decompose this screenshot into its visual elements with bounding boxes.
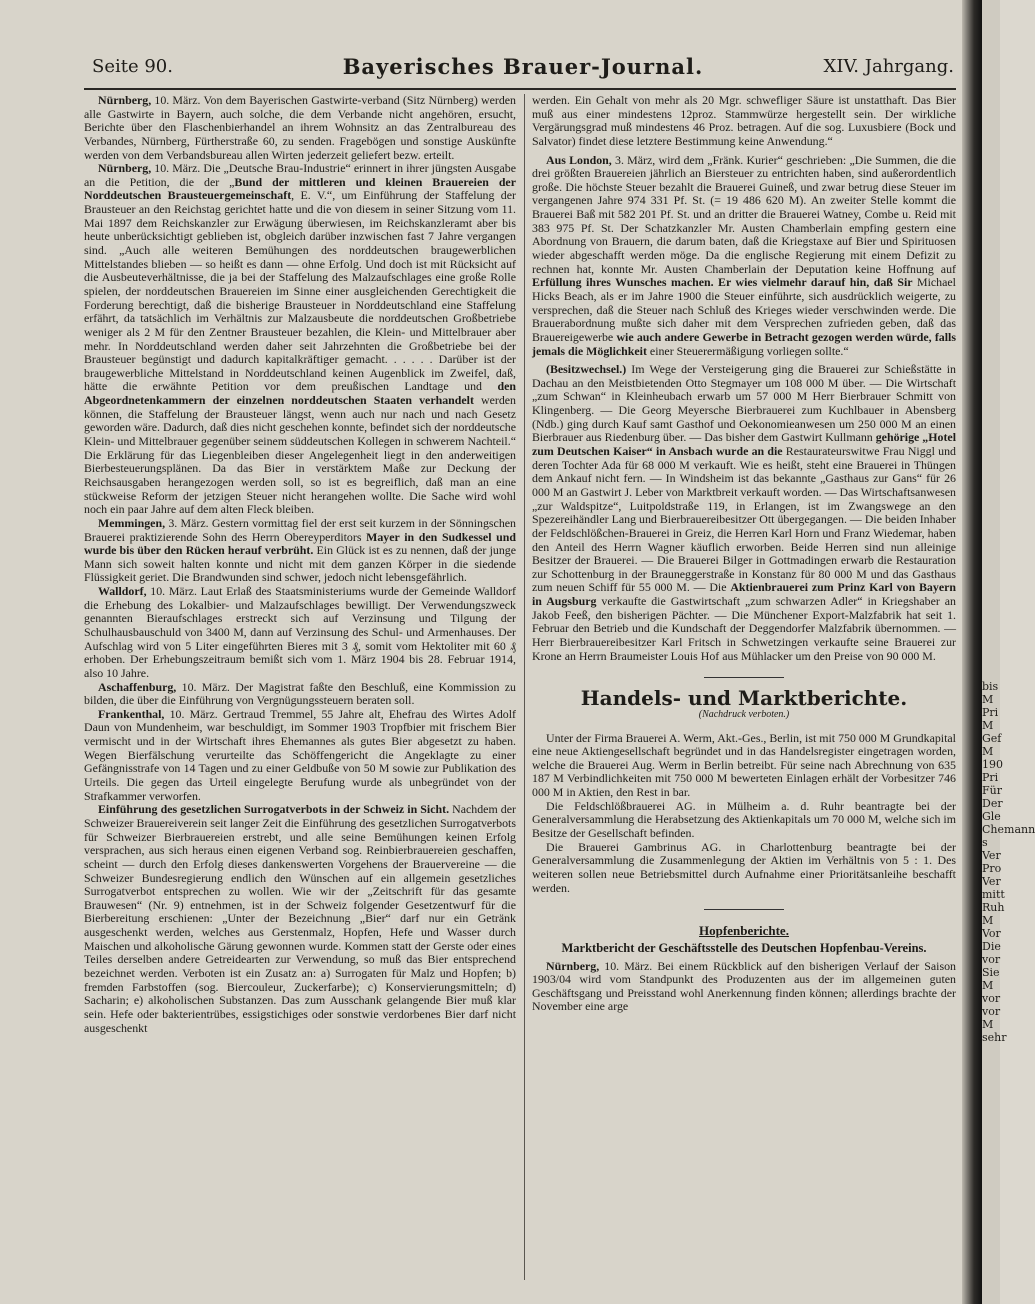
- article-aschaffenburg: Aschaffenburg, 10. März. Der Magistrat faßte den Beschluß, eine Kommission zu bilden, die über die Einführung von Vergnügungssteuern beraten soll.: [84, 679, 516, 708]
- left-column: [84, 94, 516, 1286]
- article-memmingen: Memmingen, 3. März. Gestern vormittag fiel der erst seit kurzem in der Sönningschen Brauerei praktizierende Sohn des Herrn Obereyperditors Mayer in den Sudkessel und wurde bis über den Rücken herauf verbrüht. Ein Glück ist es zu nennen, daß der junge Mann sich soweit halten konnte und nicht mit dem ganzen Körper in die siedende Flüssigkeit geriet. Die Brandwunden sind schwer, jedoch nicht lebensgefährlich.: [84, 515, 517, 585]
- dateline: Aschaffenburg,: [98, 679, 177, 694]
- article-london: Aus London, 3. März, wird dem „Fränk. Kurier“ geschrieben: „Die Summen, die die drei größten Brauereien jährlich an Biersteuer zu entrichten haben, sind außerordentlich große. Die höchste Steuer bezahlt die Brauerei Guineß, und zwar betrug diese Steuer im vergangenen Jahre 974 331 Pf. St. (= 19 486 620 M). An zweiter Stelle kommt die Brauerei Baß mit 582 201 Pf. St. und an dritter die Brauerei Watney, Combe u. Reid mit 383 975 Pf. St. Der Schatzkanzler Mr. Austen Chamberlain empfing gestern eine Abordnung von Brauern, die darum baten, daß die Kriegstaxe auf Bier und Spirituosen wieder abgeschafft werden möge. Da die englische Regierung mit einem Defizit zu rechnen hat, konnte Mr. Austen Chamberlain der Deputation keine Hoffnung auf Erfüllung ihres Wunsches machen. Er wies vielmehr darauf hin, daß Sir Michael Hicks Beach, als er im Jahre 1900 die Steuer einführte, sich ausdrücklich weigerte, zu versprechen, daß die Steuer nach Schluß des Krieges wieder verschwinden werde. Die Brauerabordnung mußte sich daher mit dem Versprechen zufrieden geben, daß das Brauereigewerbe wie auch andere Gewerbe in Betracht gezogen werden würde, falls jemals die Möglichkeit einer Steuerermäßigung vorliegen sollte.“: [532, 152, 956, 358]
- article-nuernberg-petition: Nürnberg, 10. März. Die „Deutsche Brau-Industrie“ erinnert in ihrer jüngsten Ausgabe an die Petition, die der „Bund der mittleren und kleinen Brauereien der Norddeutschen Brausteuergemeinschaft, E. V.“, um Einführung der Staffelung der Brausteuer an den Reichstag gerichtet hatte und die von diesem in seiner Sitzung vom 11. Mai 1897 dem Reichskanzler zur Erwägung überwiesen, im Reichskanzleramt aber bis heute unberücksichtigt geblieben ist, obgleich darüber inzwischen fast 7 Jahre vergangen sind. „Auch alle weiteren Bemühungen des norddeutschen braugewerblichen Mittelstandes blieben — so heißt es dann — ohne Erfolg. Und doch ist mit Rücksicht auf die Ausbeuteverhältnisse, die ja bei der Staffelung des Malzaufschlages eine große Rolle spielen, der norddeutschen Brauereien im Sinne einer ausgleichenden Gerechtigkeit die Forderung berechtigt, daß die bisherige Brausteuer in Norddeutschland eine Staffelung erfährt, da tatsächlich im Verhältnis zur Malzausbeute die norddeutschen Großbetriebe weniger als 2 M für den Zentner Brausteuer bezahlen, die Klein- und Mittelbrauer aber mehr. In Norddeutschland werden daher seit Jahrzehnten die Großbetriebe bei der Brausteuer begünstigt und dadurch kapitalkräftiger gemacht. . . . . . Darüber ist der braugewerbliche Mittelstand in Norddeutschland keinen Augenblick im Zweifel, daß, hätte die erwähnte Petition vor dem preußischen Landtage und den Abgeordnetenkammern der einzelnen norddeutschen Staaten verhandelt werden können, die Staffelung der Brausteuer längst, wenn auch nur nach und nach Gesetz geworden wäre. Dadurch, daß dies nicht geschehen konnte, befindet sich der norddeutsche Klein- und Mittelbrauer gegenüber seinem süddeutschen Kollegen in schwerem Nachteil.“ Die Erklärung für das Liegenbleiben dieser Angelegenheit liegt in den anderweitigen Bierbesteuerungsplänen. Da das Bier in verstärktem Maße zur Deckung der Reichsausgaben herangezogen werden soll, so ist es begreiflich, daß man an eine stückweise Reform der jetzigen Steuer nicht herangehen wollte. Die Sache wird wohl noch ein paar Jahre auf dem alten Fleck bleiben.: [84, 161, 516, 517]
- dateline: Aus London,: [546, 152, 612, 167]
- edge-fragment: M: [982, 1018, 994, 1031]
- edge-fragment: M: [982, 719, 994, 732]
- edge-fragment: Ver: [982, 875, 1001, 888]
- article-schweiz-surrogatverbot: Einführung des gesetzlichen Surrogatverbots in der Schweiz in Sicht. Nachdem der Schweizer Brauereiverein seit langer Zeit die Einführung des gesetzlichen Surrogatverbots für Schweizer Bierbrauereien erstrebt, und alle seine Bemühungen keinen Erfolg versprachen, aus sich heraus einen eigenen Verband sog. Reinbierbrauereien geschaffen, scheint — durch den Erfolg dieses dankenswerten Vorgehens der Brauervereine — die Schweizer Bundesregierung endlich den Wünschen auf ein allgemein gesetzliches Surrogatverbot entsprechen zu wollen. Wie wir der „Zeitschrift für das gesamte Brauwesen“ (Nr. 9) entnehmen, ist in der Schweiz folgender Gesetzentwurf für die Bierbereitung erschienen: „Unter der Bezeichnung „Bier“ darf nur ein Getränk ausgeschenkt werden, welches aus Gerstenmalz, Hopfen, Hefe und Wasser durch Maischen und alkoholische Gärung gewonnen wurde. Kommen statt der Gerste oder eines Teiles derselben andere Getreidearten zur Verwendung, so muß das Bier entsprechend bezeichnet werden. Verboten ist ein Zusatz an: a) Surrogaten für Malz und Hopfen; b) fremden Farbstoffen (sog. Biercouleur, Zuckerfarbe); c) Konservierungsmitteln; d) Sacharin; e) alkoholischen Substanzen. Das zum Ausschank gelangende Bier muß klar sein. Hefe oder bakterientrübes, essigstichiges oder sonstwie verdorbenes Bier darf nicht ausgeschenkt: [84, 802, 516, 1035]
- edge-fragment: s: [982, 836, 988, 849]
- edge-fragment: Ruh: [982, 901, 1005, 914]
- article-feldschloss: Die Feldschlößbrauerei AG. in Mülheim a. d. Ruhr beantragte bei der Generalversammlung die Herabsetzung des Aktienkapitals um 70 000 M, welche sich im Besitze der Gesellschaft befinden.: [532, 798, 956, 841]
- header-rule: [84, 88, 956, 90]
- edge-fragment: vor: [982, 953, 1001, 966]
- edge-fragment: Ver: [982, 849, 1001, 862]
- edge-fragment: Gle: [982, 810, 1001, 823]
- edge-fragment: sehr: [982, 1031, 1007, 1044]
- dateline: Nürnberg,: [98, 93, 152, 107]
- article-brauerei-werm: Unter der Firma Brauerei A. Werm, Akt.-Ges., Berlin, ist mit 750 000 M Grundkapital eine neue Aktiengesellschaft begründet und in das Handelsregister eingetragen worden, welche die Brauerei Aug. Werm in Berlin betreibt. Für seine nach Abrechnung von 635 187 M Verbindlichkeiten mit 750 000 M bewerteten Einlagen erhält der Vorbesitzer 746 000 M in Aktien, den Rest in bar.: [532, 730, 956, 800]
- column-divider: [524, 94, 525, 1280]
- dateline: Frankenthal,: [98, 706, 165, 721]
- edge-fragment: Für: [982, 784, 1002, 797]
- edge-fragment: Pro: [982, 862, 1002, 875]
- right-column: [532, 94, 956, 1286]
- edge-fragment: Gef: [982, 732, 1002, 745]
- article-frankenthal: Frankenthal, 10. März. Gertraud Tremmel, 55 Jahre alt, Ehefrau des Wirtes Adolf Daun von Mundenheim, war beschuldigt, im Sommer 1903 Tropfbier mit frischem Bier vermischt und in der Wirtschaft ihres Ehemannes als gutes Bier abgesetzt zu haben. Wegen Bierfälschung verurteilte das Schöffengericht die Angeklagte zu einer Gefängnisstrafe von 14 Tagen und zu einer Geldbuße von 50 M sowie zur Publikation des Urteils. Die gegen das Urteil eingelegte Berufung wurde als unbegründet von der Strafkammer verworfen.: [84, 706, 516, 803]
- section-divider: [704, 909, 784, 910]
- edge-fragment: Pri: [982, 706, 999, 719]
- edge-text: [982, 0, 1035, 1044]
- edge-fragment: M: [982, 693, 994, 706]
- dateline: (Besitzwechsel.): [546, 362, 627, 377]
- edge-fragment: vor: [982, 992, 1001, 1005]
- article-besitzwechsel: (Besitzwechsel.) Im Wege der Versteigerung ging die Brauerei zur Schießstätte in Dachau an den Meistbietenden Otto Stegmayer um 108 000 M über. — Die Wirtschaft „zum Schwan“ in Kleinheubach erwarb um 57 000 M Herr Bierbrauer Schmitt von Klingenberg. — Die Georg Meyersche Bierbrauerei zum Kuchlbauer in Abensberg (Ndb.) ging durch Kauf samt Gasthof und Oekonomieanwesen um 250 000 M an einen Bierbrauer aus Riedenburg über. — Das bisher dem Gastwirt Kullmann gehörige „Hotel zum Deutschen Kaiser“ in Ansbach wurde an die Restaurateurswitwe Frau Niggl und deren Tochter Ada für 68 000 M verkauft. Wie es heißt, steht eine Brauerei in Thüngen dem Ankauf nicht fern. — In Windsheim ist das bekannte „Gasthaus zur Gans“ für 26 000 M an Gastwirt J. Leber von Marktbreit verkauft worden. — Das Wirtschaftsanwesen „zur Waldspitze“, Luitpoldstraße 119, in Erlangen, ist im Zwangswege an den Spezereihändler Lang und Bierbrauereibesitzer Ott übergegangen. — Die beiden Inhaber der Feldschlößchen-Brauerei in Greiz, die Herren Karl Horn und Franz Wiedemar, haben den Anteil des Herrn Wagner käuflich erworben. Beide Herren sind nun alleinige Besitzer der Brauerei. — Die Brauerei Bilger in Gottmadingen erwarb die Restauration zur Schottenburg in der Brauneggerstraße in Konstanz für 80 000 M und das Gasthaus zum neuen Schiff für 55 000 M. — Die Aktienbrauerei zum Prinz Karl von Bayern in Augsburg verkaufte die Gastwirtschaft „zum schwarzen Adler“ in Kriegshaber an Jakob Feeß, den bisherigen Pächter. — Die Münchener Export-Malzfabrik hat seit 1. Februar den Betrieb und die Kundschaft der Deggendorfer Malzfabrik übernommen. — Herr Bierbrauereibesitzer Karl Fritsch in Schwetzingen verkaufte seine Brauerei zur Krone an Herrn Braumeister Louis Hof aus Mühlacker um den Preise von 90 000 M.: [532, 362, 957, 663]
- edge-fragment: bis: [982, 680, 999, 693]
- page-header: [92, 56, 954, 84]
- adjacent-page-edge: [982, 0, 1035, 1304]
- reprint-note: (Nachdruck verboten.): [698, 708, 790, 720]
- edge-fragment: Sie: [982, 966, 1000, 979]
- page-number: Seite 90.: [92, 56, 173, 77]
- book-gutter: [962, 0, 982, 1304]
- article-headline: Einführung des gesetzlichen Surrogatverbots in der Schweiz in Sicht.: [98, 802, 450, 817]
- edge-fragment: M: [982, 979, 994, 992]
- edge-fragment: Chemann: [982, 823, 1035, 836]
- edge-fragment: M: [982, 745, 994, 758]
- article-continuation: werden. Ein Gehalt von mehr als 20 Mgr. schwefliger Säure ist unstatthaft. Das Bier muß aus einer mindestens 12proz. Stammwürze hergestellt sein. Der wirkliche Vergärungsgrad muß mindestens 46 Proz. betragen. Auf die sog. Luxusbiere (Bock und Salvator) findet diese letztere Bestimmung keine Anwendung.“: [532, 93, 956, 148]
- section-heading: Handels- und Marktberichte.: [580, 686, 908, 711]
- edge-fragment: vor: [982, 1005, 1001, 1018]
- subsection-subheading: Marktbericht der Geschäftsstelle des Deutschen Hopfenbau-Vereins.: [561, 940, 927, 955]
- article-hopfen-nuernberg: Nürnberg, 10. März. Bei einem Rückblick auf den bisherigen Verlauf der Saison 1903/04 wird vom Standpunkt des Produzenten aus der im allgemeinen guten Geschäftsgang und Preisstand wohl Anerkennung finden können; allerdings brachte der November eine arge: [532, 958, 956, 1014]
- edge-fragment: Vor: [982, 927, 1001, 940]
- edge-fragment: mitt: [982, 888, 1005, 901]
- edge-fragment: M: [982, 914, 994, 927]
- subsection-heading: Hopfenberichte.: [699, 923, 789, 939]
- article-walldorf: Walldorf, 10. März. Laut Erlaß des Staatsministeriums wurde der Gemeinde Walldorf die Erhebung des Lokalbier- und Malzaufschlages bewilligt. Der Verwendungszweck genannten Bieraufschlages erstreckt sich auf Verzinsung und Tilgung der Schulhausbauschuld von 3400 M, dann auf Verzinsung des Schul- und Armenhauses. Der Aufschlag wird von 5 Liter eingeführten Bieres mit 3 ₰, somit vom Hektoliter mit 60 ₰ erhoben. Der Erhebungszeitraum bemißt sich vom 1. März 1904 bis 28. Februar 1914, also 10 Jahre.: [84, 584, 516, 680]
- dateline: Nürnberg,: [98, 161, 152, 176]
- dateline: Nürnberg,: [546, 958, 600, 973]
- section-divider: [704, 677, 784, 678]
- volume-year: XIV. Jahrgang.: [823, 56, 954, 77]
- edge-fragment: Die: [982, 940, 1001, 953]
- dateline: Memmingen,: [98, 515, 166, 530]
- article-gambrinus: Die Brauerei Gambrinus AG. in Charlottenburg beantragte bei der Generalversammlung die Zusammenlegung der Aktien im Verhältnis von 5 : 1. Des weiteren sollen neue Betriebsmittel durch Aufnahme einer Prioritätsanleihe beschafft werden.: [532, 839, 956, 895]
- edge-fragment: Der: [982, 797, 1003, 810]
- dateline: Walldorf,: [98, 584, 147, 599]
- article-nuernberg-gastwirte: Nürnberg, 10. März. Von dem Bayerischen Gastwirte-verband (Sitz Nürnberg) werden alle Gastwirte in Bayern, auch solche, die dem Verbande nicht angehören, ersucht, Berichte über den Flaschenbierhandel an ihrem Wohnsitz an das Zentralbureau des Verbandes, Nürnberg, Fürtherstraße 60, zu senden. Fragebögen und sonstige Auskünfte werden von dem Verbandsbureau allen Wirten jederzeit geliefert bezw. erteilt.: [84, 93, 516, 162]
- edge-fragment: 190: [982, 758, 1003, 771]
- edge-fragment: Pri: [982, 771, 999, 784]
- journal-title: Bayerisches Brauer-Journal.: [342, 54, 704, 79]
